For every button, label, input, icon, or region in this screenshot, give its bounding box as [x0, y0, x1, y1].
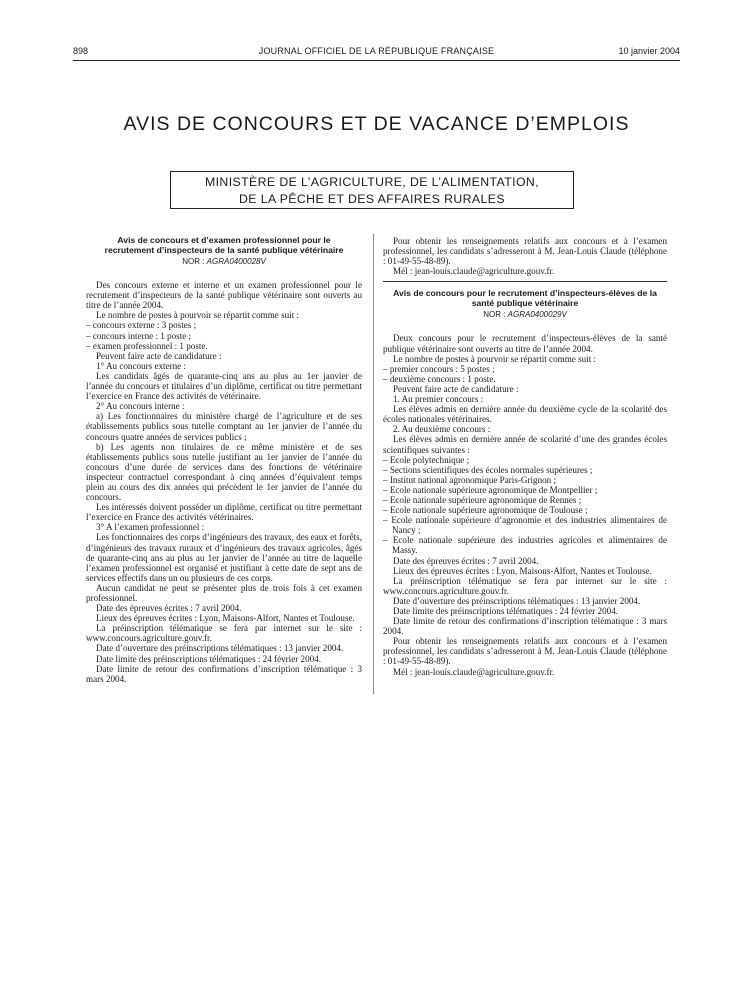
paragraph: Lieux des épreuves écrites : Lyon, Maisons-Alfort, Nantes et Toulouse.: [393, 565, 652, 576]
paragraph: Date d’ouverture des préinscriptions télématiques : 13 janvier 2004.: [96, 643, 344, 654]
left-body: [86, 280, 362, 684]
journal-title: JOURNAL OFFICIEL DE LA RÉPUBLIQUE FRANÇAISE: [258, 46, 495, 56]
paragraph: Les fonctionnaires des corps d’ingénieurs des travaux, des eaux et forêts, d’ingénieurs des travaux ruraux et d’ingénieurs des travaux agricoles, âgés de quarante-cinq ans au plus au 1er janvier de l’année au titre de laquelle l’examen professionnel est organisé et justifiant à cette date de sept ans de services effectifs dans un ou plusieurs de ces corps.: [86, 532, 362, 583]
left-column: [86, 235, 362, 684]
paragraph: Le nombre de postes à pourvoir se répartit comme suit :: [393, 353, 597, 364]
paragraph: Date des épreuves écrites : 7 avril 2004.: [96, 603, 242, 614]
paragraph: Pour obtenir les renseignements relatifs aux concours et à l’examen professionnel, les candidats s’adresseront à M. Jean-Louis Claude (téléphone : 01-49-55-48-89).: [383, 636, 667, 667]
paragraph: 1° Au concours externe :: [96, 360, 187, 371]
right-section-title: Avis de concours pour le recrutement d’inspecteurs-élèves de la santé publique vétérinaire: [393, 288, 657, 309]
page-title: AVIS DE CONCOURS ET DE VACANCE D’EMPLOIS: [123, 113, 630, 135]
page-header: [73, 46, 680, 60]
right-nor: NOR : AGRA0400029V: [483, 310, 567, 320]
paragraph: – Ecole nationale supérieure des industries agricoles et alimentaires de Massy.: [383, 535, 667, 556]
paragraph: Date limite des préinscriptions télématiques : 24 février 2004.: [96, 653, 322, 664]
paragraph: b) Les agents non titulaires de ce même ministère et de ses établissements publics sous tutelle justifiant au 1er janvier de l’année du concours d’une durée de services dans des fonctions de vétérinaire inspecteur contractuel correspondant à cinq années d’équivalent temps plein au cours des dix années qui précèdent le 1er janvier de l’année du concours.: [86, 441, 362, 503]
page-number: 898: [73, 46, 89, 56]
paragraph: Deux concours pour le recrutement d’inspecteurs-élèves de la santé publique vétérinaire sont ouverts au titre de l’année 2004.: [383, 333, 667, 354]
paragraph: 3° A l’examen professionnel :: [96, 522, 205, 533]
paragraph: Des concours externe et interne et un examen professionnel pour le recrutement d’inspecteurs de la santé publique vétérinaire sont ouverts au titre de l’année 2004.: [86, 280, 362, 311]
column-divider: [373, 234, 374, 694]
paragraph: – Ecole nationale supérieure agronomique de Toulouse ;: [383, 505, 588, 516]
right-top-body: [383, 236, 667, 276]
paragraph: Peuvent faire acte de candidature :: [393, 383, 519, 394]
paragraph: Pour obtenir les renseignements relatifs aux concours et à l’examen professionnel, les candidats s’adresseront à M. Jean-Louis Claude (téléphone : 01-49-55-48-89).: [383, 236, 667, 267]
paragraph: – Ecole nationale supérieure d’agronomie et des industries alimentaires de Nancy ;: [383, 515, 667, 536]
paragraph: Date limite de retour des confirmations d’inscription télématique : 3 mars 2004.: [86, 663, 362, 684]
ministry-line-1: MINISTÈRE DE L’AGRICULTURE, DE L’ALIMENTATION,: [204, 175, 540, 189]
right-nor-code: AGRA0400029V: [507, 310, 567, 320]
paragraph: Date des épreuves écrites : 7 avril 2004.: [393, 555, 539, 566]
ministry-line-2: DE LA PÊCHE ET DES AFFAIRES RURALES: [239, 191, 505, 206]
ministry-box: [170, 171, 574, 209]
paragraph: – Ecole polytechnique ;: [383, 454, 470, 465]
right-column: [383, 236, 667, 677]
paragraph: Aucun candidat ne peut se présenter plus de trois fois à cet examen professionnel.: [86, 582, 362, 603]
paragraph: Les élèves admis en dernière année du deuxième cycle de la scolarité des écoles nationales vétérinaires.: [383, 404, 667, 425]
paragraph: Le nombre de postes à pourvoir se répartit comme suit :: [96, 310, 300, 321]
paragraph: 2. Au deuxième concours :: [393, 424, 491, 435]
paragraph: Les intéressés doivent posséder un diplôme, certificat ou titre permettant l’exercice en France des activités vétérinaires.: [86, 502, 362, 523]
paragraph: – Ecole nationale supérieure agronomique de Montpellier ;: [383, 484, 598, 495]
paragraph: – deuxième concours : 1 poste.: [383, 373, 496, 384]
paragraph: Lieux des épreuves écrites : Lyon, Maisons-Alfort, Nantes et Toulouse.: [96, 613, 355, 624]
paragraph: – premier concours : 5 postes ;: [383, 363, 495, 374]
paragraph: La préinscription télématique se fera par internet sur le site : www.concours.agriculture.gouv.fr.: [383, 575, 667, 596]
paragraph: Les candidats âgés de quarante-cinq ans au plus au 1er janvier de l’année du concours et titulaires d’un diplôme, certificat ou titre permettant l’exercice en France des activités de vétérinaire.: [86, 370, 362, 402]
paragraph: – concours externe : 3 postes ;: [86, 320, 197, 331]
header-rule: [73, 60, 680, 61]
right-body: [383, 333, 667, 676]
paragraph: Date limite de retour des confirmations d’inscription télématique : 3 mars 2004.: [383, 616, 667, 637]
left-section-title: Avis de concours et d’examen professionnel pour le recrutement d’inspecteurs de la santé publique vétérinaire: [104, 235, 344, 255]
paragraph: – Ecole nationale supérieure agronomique de Rennes ;: [383, 494, 582, 505]
paragraph: Date d’ouverture des préinscriptions télématiques : 13 janvier 2004.: [393, 595, 641, 606]
left-nor: NOR : AGRA0400028V: [182, 257, 266, 266]
paragraph: Les élèves admis en dernière année de scolarité d’une des grandes écoles scientifiques suivantes :: [383, 434, 667, 455]
left-nor-code: AGRA0400028V: [206, 257, 266, 266]
issue-date: 10 janvier 2004: [618, 46, 680, 56]
paragraph: Mél : jean-louis.claude@agriculture.gouv.fr.: [393, 266, 555, 277]
paragraph: a) Les fonctionnaires du ministère chargé de l’agriculture et de ses établissements publics sous tutelle comptant au 1er janvier de l’année du concours quatre années de services publics ;: [86, 411, 362, 442]
paragraph: – examen professionnel : 1 poste.: [86, 340, 208, 351]
paragraph: Peuvent faire acte de candidature :: [96, 350, 222, 361]
paragraph: Date limite des préinscriptions télématiques : 24 février 2004.: [393, 606, 619, 616]
paragraph: Mél : jean-louis.claude@agriculture.gouv.fr.: [393, 666, 555, 677]
section-rule: [383, 281, 667, 282]
paragraph: – Institut national agronomique Paris-Grignon ;: [383, 474, 557, 485]
paragraph: La préinscription télématique se fera par internet sur le site : www.concours.agriculture.gouv.fr.: [86, 623, 362, 644]
paragraph: 2° Au concours interne :: [96, 401, 185, 412]
paragraph: – concours interne : 1 poste ;: [86, 330, 192, 341]
paragraph: 1. Au premier concours :: [393, 394, 484, 405]
paragraph: – Sections scientifiques des écoles normales supérieures ;: [383, 464, 593, 475]
